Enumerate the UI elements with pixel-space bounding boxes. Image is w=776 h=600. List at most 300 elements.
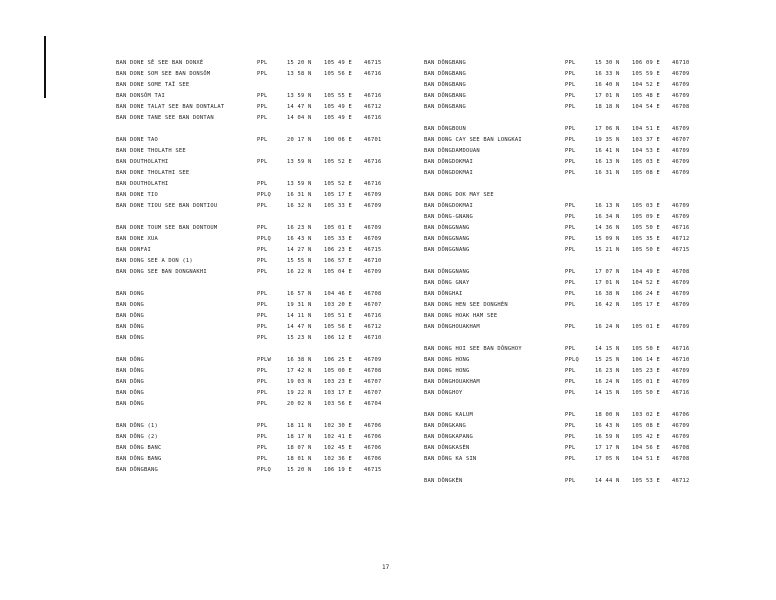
margin-mark xyxy=(44,36,46,98)
place-name: BAN DONE XUA xyxy=(116,236,158,242)
feature-type: PPL xyxy=(257,203,268,209)
latitude: 16 38 N xyxy=(595,291,620,297)
latitude: 16 32 N xyxy=(287,203,312,209)
place-name: BAN DÔNG xyxy=(116,313,144,319)
feature-type: PPL xyxy=(257,71,268,77)
place-name: BAN DÔNG xyxy=(116,368,144,374)
latitude: 14 47 N xyxy=(287,324,312,330)
place-name: BAN DÔNG xyxy=(116,401,144,407)
place-name: BAN DONG HEN SEE DONGHÈN xyxy=(424,302,508,308)
longitude: 105 08 E xyxy=(632,170,660,176)
sheet-number: 46715 xyxy=(364,247,382,253)
latitude: 14 44 N xyxy=(595,478,620,484)
latitude: 16 24 N xyxy=(595,324,620,330)
latitude: 16 38 N xyxy=(287,357,312,363)
feature-type: PPL xyxy=(565,412,576,418)
sheet-number: 46709 xyxy=(672,93,690,99)
place-name: BAN DONG SEE A DON (1) xyxy=(116,258,193,264)
feature-type: PPL xyxy=(565,445,576,451)
sheet-number: 46715 xyxy=(364,60,382,66)
feature-type: PPL xyxy=(565,346,576,352)
longitude: 105 03 E xyxy=(632,159,660,165)
feature-type: PPL xyxy=(565,126,576,132)
feature-type: PPL xyxy=(257,423,268,429)
feature-type: PPL xyxy=(257,445,268,451)
sheet-number: 46708 xyxy=(672,104,690,110)
longitude: 105 01 E xyxy=(632,324,660,330)
feature-type: PPL xyxy=(565,93,576,99)
place-name: BAN DONG xyxy=(116,291,144,297)
feature-type: PPL xyxy=(565,456,576,462)
latitude: 17 42 N xyxy=(287,368,312,374)
place-name: BAN DONG HOAK HAM SEE xyxy=(424,313,498,319)
latitude: 16 57 N xyxy=(287,291,312,297)
place-name: BAN DÔNGBANG xyxy=(424,93,466,99)
place-name: BAN DÔNG-GNANG xyxy=(424,214,473,220)
place-name: BAN DÔNG xyxy=(116,335,144,341)
longitude: 106 09 E xyxy=(632,60,660,66)
latitude: 16 13 N xyxy=(595,203,620,209)
sheet-number: 46709 xyxy=(672,434,690,440)
feature-type: PPL xyxy=(257,324,268,330)
feature-type: PPLQ xyxy=(257,192,271,198)
sheet-number: 46710 xyxy=(364,258,382,264)
feature-type: PPL xyxy=(565,379,576,385)
place-name: BAN DÔNGHOUAKHAM xyxy=(424,324,480,330)
feature-type: PPL xyxy=(565,291,576,297)
place-name: BAN DÔNGKAPANG xyxy=(424,434,473,440)
latitude: 20 17 N xyxy=(287,137,312,143)
feature-type: PPL xyxy=(257,401,268,407)
sheet-number: 46716 xyxy=(364,181,382,187)
place-name: BAN DÔNGGNANG xyxy=(424,269,470,275)
feature-type: PPLQ xyxy=(565,357,579,363)
feature-type: PPL xyxy=(257,181,268,187)
place-name: BAN DÔNG xyxy=(116,390,144,396)
place-name: BAN DONE THOLATHI SEE xyxy=(116,170,190,176)
longitude: 104 52 E xyxy=(632,82,660,88)
place-name: BAN DÔNG BANG xyxy=(116,456,162,462)
sheet-number: 46712 xyxy=(672,236,690,242)
longitude: 105 50 E xyxy=(632,247,660,253)
place-name: BAN DÔNGBANG xyxy=(424,60,466,66)
place-name: BAN DONG xyxy=(116,302,144,308)
longitude: 105 04 E xyxy=(324,269,352,275)
place-name: BAN DONG KALUM xyxy=(424,412,473,418)
feature-type: PPL xyxy=(257,456,268,462)
place-name: BAN DÔNG BANC xyxy=(116,445,162,451)
place-name: BAN DÔNGBANG xyxy=(116,467,158,473)
feature-type: PPL xyxy=(565,60,576,66)
longitude: 105 56 E xyxy=(324,324,352,330)
longitude: 102 30 E xyxy=(324,423,352,429)
sheet-number: 46716 xyxy=(364,313,382,319)
feature-type: PPL xyxy=(257,60,268,66)
place-name: BAN DONE TALAT SEE BAN DONTALAT xyxy=(116,104,225,110)
latitude: 14 04 N xyxy=(287,115,312,121)
feature-type: PPL xyxy=(565,104,576,110)
latitude: 19 35 N xyxy=(595,137,620,143)
sheet-number: 46709 xyxy=(672,291,690,297)
place-name: BAN DONG HONG xyxy=(424,368,470,374)
longitude: 105 52 E xyxy=(324,159,352,165)
feature-type: PPL xyxy=(565,159,576,165)
place-name: BAN DÔNGHAI xyxy=(424,291,463,297)
latitude: 16 43 N xyxy=(287,236,312,242)
feature-type: PPL xyxy=(565,269,576,275)
sheet-number: 46716 xyxy=(672,390,690,396)
longitude: 104 46 E xyxy=(324,291,352,297)
latitude: 15 30 N xyxy=(595,60,620,66)
sheet-number: 46708 xyxy=(672,445,690,451)
longitude: 105 09 E xyxy=(632,214,660,220)
place-name: BAN DÔNG (1) xyxy=(116,423,158,429)
place-name: BAN DONE TIOU SEE BAN DONTIOU xyxy=(116,203,218,209)
place-name: BAN DONE TANE SEE BAN DONTAN xyxy=(116,115,214,121)
place-name: BAN DÔNGDAMDOUAN xyxy=(424,148,480,154)
sheet-number: 46716 xyxy=(364,159,382,165)
feature-type: PPL xyxy=(257,313,268,319)
place-name: BAN DÔNGBANG xyxy=(424,104,466,110)
latitude: 14 15 N xyxy=(595,346,620,352)
place-name: BAN DONG HOI SEE BAN DÔNGHOY xyxy=(424,346,522,352)
longitude: 102 41 E xyxy=(324,434,352,440)
place-name: BAN DÔNG KA SIN xyxy=(424,456,477,462)
longitude: 104 54 E xyxy=(632,104,660,110)
place-name: BAN DÔNGKANG xyxy=(424,423,466,429)
sheet-number: 46704 xyxy=(364,401,382,407)
place-name: BAN DONSÔM TAI xyxy=(116,93,165,99)
place-name: BAN DÔNGDOKMAI xyxy=(424,203,473,209)
latitude: 14 36 N xyxy=(595,225,620,231)
place-name: BAN DÔNGGNANG xyxy=(424,236,470,242)
feature-type: PPL xyxy=(565,236,576,242)
latitude: 16 42 N xyxy=(595,302,620,308)
place-name: BAN DÔNGHOY xyxy=(424,390,463,396)
latitude: 17 01 N xyxy=(595,93,620,99)
feature-type: PPL xyxy=(565,368,576,374)
latitude: 16 40 N xyxy=(595,82,620,88)
longitude: 105 33 E xyxy=(324,236,352,242)
place-name: BAN DONG SEE BAN DONGNAKHI xyxy=(116,269,207,275)
sheet-number: 46708 xyxy=(364,291,382,297)
feature-type: PPL xyxy=(257,291,268,297)
latitude: 17 17 N xyxy=(595,445,620,451)
feature-type: PPL xyxy=(565,137,576,143)
sheet-number: 46715 xyxy=(672,247,690,253)
longitude: 105 42 E xyxy=(632,434,660,440)
sheet-number: 46716 xyxy=(672,346,690,352)
sheet-number: 46716 xyxy=(364,93,382,99)
sheet-number: 46709 xyxy=(672,324,690,330)
feature-type: PPLQ xyxy=(257,467,271,473)
place-name: BAN DONG DOK MAY SEE xyxy=(424,192,494,198)
longitude: 103 02 E xyxy=(632,412,660,418)
latitude: 15 23 N xyxy=(287,335,312,341)
longitude: 105 56 E xyxy=(324,71,352,77)
longitude: 104 53 E xyxy=(632,148,660,154)
longitude: 105 17 E xyxy=(632,302,660,308)
sheet-number: 46709 xyxy=(672,379,690,385)
sheet-number: 46710 xyxy=(364,335,382,341)
longitude: 105 01 E xyxy=(632,379,660,385)
latitude: 17 05 N xyxy=(595,456,620,462)
latitude: 16 34 N xyxy=(595,214,620,220)
feature-type: PPL xyxy=(257,379,268,385)
feature-type: PPL xyxy=(565,324,576,330)
sheet-number: 46712 xyxy=(364,104,382,110)
sheet-number: 46709 xyxy=(364,357,382,363)
place-name: BAN DONE SOM SEE BAN DONSÔM xyxy=(116,71,211,77)
feature-type: PPL xyxy=(257,335,268,341)
longitude: 105 53 E xyxy=(632,478,660,484)
sheet-number: 46709 xyxy=(364,236,382,242)
latitude: 16 22 N xyxy=(287,269,312,275)
longitude: 105 55 E xyxy=(324,93,352,99)
longitude: 105 52 E xyxy=(324,181,352,187)
place-name: BAN DÔNG xyxy=(116,324,144,330)
latitude: 13 58 N xyxy=(287,71,312,77)
feature-type: PPL xyxy=(565,247,576,253)
longitude: 104 51 E xyxy=(632,456,660,462)
sheet-number: 46710 xyxy=(672,357,690,363)
longitude: 103 37 E xyxy=(632,137,660,143)
sheet-number: 46706 xyxy=(672,412,690,418)
latitude: 14 15 N xyxy=(595,390,620,396)
latitude: 15 55 N xyxy=(287,258,312,264)
longitude: 100 06 E xyxy=(324,137,352,143)
latitude: 15 20 N xyxy=(287,60,312,66)
latitude: 18 11 N xyxy=(287,423,312,429)
latitude: 19 03 N xyxy=(287,379,312,385)
latitude: 16 13 N xyxy=(595,159,620,165)
feature-type: PPL xyxy=(565,434,576,440)
longitude: 105 50 E xyxy=(632,346,660,352)
feature-type: PPL xyxy=(565,280,576,286)
latitude: 13 59 N xyxy=(287,159,312,165)
place-name: BAN DONFAI xyxy=(116,247,151,253)
feature-type: PPL xyxy=(565,214,576,220)
place-name: BAN DÔNGBOUN xyxy=(424,126,466,132)
sheet-number: 46712 xyxy=(672,478,690,484)
place-name: BAN DOUTHOLATHI xyxy=(116,159,169,165)
sheet-number: 46707 xyxy=(364,302,382,308)
longitude: 105 50 E xyxy=(632,390,660,396)
place-name: BAN DONE TOUM SEE BAN DONTOUM xyxy=(116,225,218,231)
sheet-number: 46709 xyxy=(672,170,690,176)
longitude: 106 25 E xyxy=(324,357,352,363)
longitude: 104 56 E xyxy=(632,445,660,451)
sheet-number: 46706 xyxy=(364,456,382,462)
latitude: 16 59 N xyxy=(595,434,620,440)
place-name: BAN DÔNG GNAY xyxy=(424,280,470,286)
sheet-number: 46701 xyxy=(364,137,382,143)
longitude: 105 51 E xyxy=(324,313,352,319)
latitude: 15 20 N xyxy=(287,467,312,473)
place-name: BAN DOUTHOLATHI xyxy=(116,181,169,187)
sheet-number: 46709 xyxy=(672,423,690,429)
longitude: 105 48 E xyxy=(632,93,660,99)
longitude: 105 59 E xyxy=(632,71,660,77)
longitude: 105 50 E xyxy=(632,225,660,231)
latitude: 16 43 N xyxy=(595,423,620,429)
longitude: 105 17 E xyxy=(324,192,352,198)
feature-type: PPL xyxy=(565,148,576,154)
feature-type: PPL xyxy=(257,137,268,143)
place-name: BAN DONE SOME TAÏ SEE xyxy=(116,82,190,88)
longitude: 105 49 E xyxy=(324,115,352,121)
longitude: 102 45 E xyxy=(324,445,352,451)
latitude: 13 59 N xyxy=(287,93,312,99)
longitude: 104 49 E xyxy=(632,269,660,275)
sheet-number: 46715 xyxy=(364,467,382,473)
feature-type: PPL xyxy=(257,159,268,165)
latitude: 16 23 N xyxy=(287,225,312,231)
longitude: 106 57 E xyxy=(324,258,352,264)
sheet-number: 46716 xyxy=(672,225,690,231)
feature-type: PPL xyxy=(257,115,268,121)
longitude: 103 17 E xyxy=(324,390,352,396)
sheet-number: 46709 xyxy=(672,159,690,165)
page-number: 17 xyxy=(382,564,390,571)
sheet-number: 46709 xyxy=(364,192,382,198)
sheet-number: 46709 xyxy=(672,302,690,308)
sheet-number: 46709 xyxy=(672,71,690,77)
sheet-number: 46707 xyxy=(672,137,690,143)
place-name: BAN DÔNG xyxy=(116,379,144,385)
place-name: BAN DONG CAY SEE BAN LONGKAI xyxy=(424,137,522,143)
longitude: 105 35 E xyxy=(632,236,660,242)
sheet-number: 46709 xyxy=(364,269,382,275)
latitude: 17 07 N xyxy=(595,269,620,275)
latitude: 16 31 N xyxy=(595,170,620,176)
latitude: 19 22 N xyxy=(287,390,312,396)
place-name: BAN DÔNGHOUAKHAM xyxy=(424,379,480,385)
longitude: 106 12 E xyxy=(324,335,352,341)
latitude: 15 25 N xyxy=(595,357,620,363)
feature-type: PPL xyxy=(257,390,268,396)
sheet-number: 46709 xyxy=(364,203,382,209)
latitude: 16 24 N xyxy=(595,379,620,385)
sheet-number: 46709 xyxy=(672,148,690,154)
latitude: 18 07 N xyxy=(287,445,312,451)
latitude: 13 59 N xyxy=(287,181,312,187)
sheet-number: 46716 xyxy=(364,71,382,77)
place-name: BAN DÔNGDOKMAI xyxy=(424,159,473,165)
sheet-number: 46706 xyxy=(364,423,382,429)
feature-type: PPL xyxy=(257,104,268,110)
longitude: 105 23 E xyxy=(632,368,660,374)
place-name: BAN DÔNGGNANG xyxy=(424,225,470,231)
feature-type: PPL xyxy=(257,302,268,308)
feature-type: PPL xyxy=(257,225,268,231)
place-name: BAN DÔNG (2) xyxy=(116,434,158,440)
longitude: 105 03 E xyxy=(632,203,660,209)
latitude: 20 02 N xyxy=(287,401,312,407)
longitude: 105 08 E xyxy=(632,423,660,429)
feature-type: PPLQ xyxy=(257,236,271,242)
sheet-number: 46707 xyxy=(364,379,382,385)
longitude: 106 14 E xyxy=(632,357,660,363)
longitude: 106 23 E xyxy=(324,247,352,253)
sheet-number: 46716 xyxy=(364,115,382,121)
sheet-number: 46709 xyxy=(672,368,690,374)
feature-type: PPL xyxy=(257,434,268,440)
latitude: 14 47 N xyxy=(287,104,312,110)
feature-type: PPL xyxy=(565,390,576,396)
feature-type: PPL xyxy=(257,247,268,253)
sheet-number: 46709 xyxy=(672,82,690,88)
longitude: 106 19 E xyxy=(324,467,352,473)
feature-type: PPL xyxy=(565,82,576,88)
longitude: 103 23 E xyxy=(324,379,352,385)
longitude: 102 36 E xyxy=(324,456,352,462)
longitude: 105 33 E xyxy=(324,203,352,209)
longitude: 105 01 E xyxy=(324,225,352,231)
feature-type: PPL xyxy=(257,258,268,264)
place-name: BAN DÔNGGNANG xyxy=(424,247,470,253)
latitude: 19 31 N xyxy=(287,302,312,308)
sheet-number: 46706 xyxy=(364,445,382,451)
sheet-number: 46706 xyxy=(364,434,382,440)
longitude: 104 51 E xyxy=(632,126,660,132)
feature-type: PPL xyxy=(565,170,576,176)
feature-type: PPLW xyxy=(257,357,271,363)
feature-type: PPL xyxy=(565,71,576,77)
latitude: 18 00 N xyxy=(595,412,620,418)
sheet-number: 46712 xyxy=(364,324,382,330)
latitude: 14 11 N xyxy=(287,313,312,319)
place-name: BAN DÔNGBANG xyxy=(424,71,466,77)
latitude: 17 01 N xyxy=(595,280,620,286)
sheet-number: 46709 xyxy=(672,280,690,286)
sheet-number: 46710 xyxy=(672,60,690,66)
latitude: 17 06 N xyxy=(595,126,620,132)
longitude: 103 56 E xyxy=(324,401,352,407)
feature-type: PPL xyxy=(565,478,576,484)
place-name: BAN DONE THOLATH SEE xyxy=(116,148,186,154)
latitude: 16 31 N xyxy=(287,192,312,198)
latitude: 14 27 N xyxy=(287,247,312,253)
place-name: BAN DONE TIO xyxy=(116,192,158,198)
latitude: 18 17 N xyxy=(287,434,312,440)
place-name: BAN DÔNG xyxy=(116,357,144,363)
longitude: 104 52 E xyxy=(632,280,660,286)
longitude: 106 24 E xyxy=(632,291,660,297)
sheet-number: 46708 xyxy=(364,368,382,374)
latitude: 15 21 N xyxy=(595,247,620,253)
place-name: BAN DONE SÊ SEE BAN DONXÉ xyxy=(116,60,204,66)
feature-type: PPL xyxy=(565,423,576,429)
latitude: 16 41 N xyxy=(595,148,620,154)
feature-type: PPL xyxy=(257,93,268,99)
place-name: BAN DONG HONG xyxy=(424,357,470,363)
latitude: 18 18 N xyxy=(595,104,620,110)
place-name: BAN DÔNGDOKMAI xyxy=(424,170,473,176)
sheet-number: 46708 xyxy=(672,269,690,275)
sheet-number: 46709 xyxy=(364,225,382,231)
latitude: 18 01 N xyxy=(287,456,312,462)
longitude: 105 49 E xyxy=(324,104,352,110)
place-name: BAN DONE TAO xyxy=(116,137,158,143)
sheet-number: 46709 xyxy=(672,203,690,209)
longitude: 105 49 E xyxy=(324,60,352,66)
sheet-number: 46709 xyxy=(672,126,690,132)
sheet-number: 46707 xyxy=(364,390,382,396)
latitude: 16 33 N xyxy=(595,71,620,77)
sheet-number: 46709 xyxy=(672,214,690,220)
place-name: BAN DÔNGBANG xyxy=(424,82,466,88)
